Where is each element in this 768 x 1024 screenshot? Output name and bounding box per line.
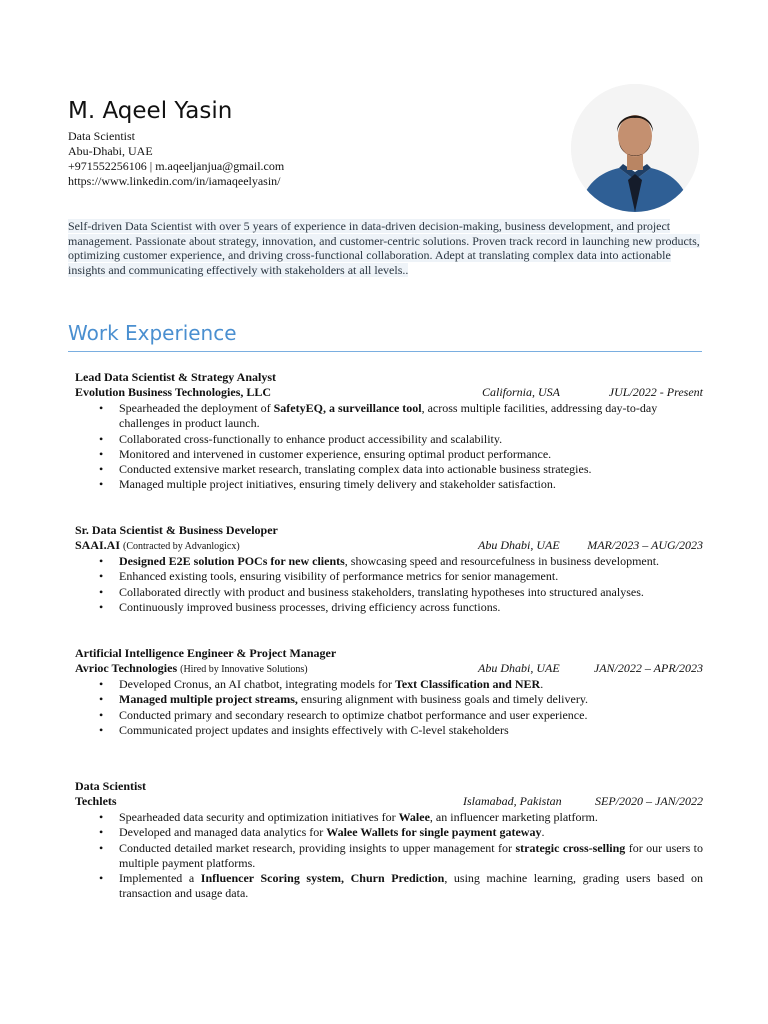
text: Spearheaded the deployment of bbox=[119, 401, 274, 415]
contact-separator: | bbox=[146, 159, 156, 173]
text: Communicated project updates and insights effectively with C-level stakeholders bbox=[119, 722, 509, 737]
achievement-item bbox=[75, 723, 703, 738]
achievement-item bbox=[75, 401, 703, 432]
company-label: Techlets bbox=[75, 794, 117, 808]
job-meta bbox=[75, 538, 703, 553]
company-label: Avrioc Technologies bbox=[75, 661, 178, 675]
text: Managed multiple project initiatives, ensuring timely delivery and stakeholder satisfaction. bbox=[119, 477, 556, 492]
company-label: SAAI.AI bbox=[75, 538, 121, 552]
achievement-item bbox=[75, 692, 703, 707]
phone-email-line bbox=[68, 159, 488, 174]
job-location: Abu Dhabi, UAE bbox=[478, 538, 560, 552]
text: Implemented a bbox=[119, 871, 201, 886]
company-note: (Contracted by Advanlogicx) bbox=[123, 541, 240, 552]
text: , showcasing speed and resourcefulness in business development. bbox=[344, 554, 660, 568]
location-line: Abu-Dhabi, UAE bbox=[68, 144, 153, 158]
achievement-list bbox=[75, 677, 703, 738]
job-dates: SEP/2020 – JAN/2022 bbox=[595, 794, 703, 808]
text: . bbox=[540, 677, 544, 691]
email-link[interactable]: m.aqeeljanjua@gmail.com bbox=[155, 159, 285, 173]
job-dates: JAN/2022 – APR/2023 bbox=[593, 661, 703, 675]
bold-text: Text Classification and NER bbox=[394, 677, 541, 691]
text: Collaborated directly with product and business stakeholders, translating hypotheses into structured analyses. bbox=[119, 584, 644, 599]
linkedin-link[interactable]: https://www.linkedin.com/in/iamaqeelyasin/ bbox=[68, 174, 281, 188]
text: Conducted detailed market research, providing insights to upper management for bbox=[119, 840, 516, 855]
contact-block bbox=[68, 129, 488, 189]
bold-text: Managed multiple project streams, bbox=[119, 692, 298, 707]
achievement-item bbox=[75, 841, 703, 872]
achievement-list bbox=[75, 810, 703, 902]
section-title-work-experience: Work Experience bbox=[68, 321, 237, 345]
text: , across multiple facilities, addressing day-to-day challenges in product launch. bbox=[119, 401, 658, 431]
company-label: Evolution Business Technologies, LLC bbox=[75, 385, 272, 399]
job-title: Artificial Intelligence Engineer & Project Manager bbox=[75, 646, 337, 660]
job-entry bbox=[75, 646, 703, 738]
job-meta bbox=[75, 794, 703, 809]
job-location: California, USA bbox=[482, 385, 561, 399]
job-location: Islamabad, Pakistan bbox=[463, 794, 562, 808]
job-entry bbox=[75, 370, 703, 493]
company-name bbox=[75, 385, 271, 399]
bold-text: Walee bbox=[398, 810, 430, 824]
job-role: Data Scientist bbox=[68, 129, 135, 143]
job-dates: MAR/2023 – AUG/2023 bbox=[587, 538, 703, 552]
job-entry bbox=[75, 779, 703, 902]
job-title: Sr. Data Scientist & Business Developer bbox=[75, 523, 278, 537]
professional-summary bbox=[68, 219, 704, 278]
company-name bbox=[75, 661, 308, 675]
achievement-item bbox=[75, 600, 703, 615]
achievement-item bbox=[75, 871, 703, 902]
company-name bbox=[75, 538, 240, 552]
text: , an influencer marketing platform. bbox=[429, 810, 598, 824]
job-entry bbox=[75, 523, 703, 615]
text: Continuously improved business processes, driving efficiency across functions. bbox=[119, 599, 501, 614]
achievement-item bbox=[75, 432, 703, 447]
text: Developed Cronus, an AI chatbot, integrating models for bbox=[119, 677, 395, 691]
achievement-item bbox=[75, 462, 703, 477]
text: Conducted primary and secondary research to optimize chatbot performance and user experience. bbox=[119, 707, 588, 722]
achievement-item bbox=[75, 677, 703, 692]
achievement-item bbox=[75, 825, 703, 840]
text: Monitored and intervened in customer experience, ensuring optimal product performance. bbox=[119, 446, 552, 461]
job-title: Lead Data Scientist & Strategy Analyst bbox=[75, 370, 276, 384]
bold-text: Influencer Scoring system, Churn Prediction bbox=[200, 871, 445, 886]
text: Collaborated cross-functionally to enhance product accessibility and scalability. bbox=[119, 431, 503, 446]
achievement-list bbox=[75, 401, 703, 493]
text: Enhanced existing tools, ensuring visibility of performance metrics for senior management. bbox=[119, 569, 559, 584]
achievement-item bbox=[75, 447, 703, 462]
text: Spearheaded data security and optimization initiatives for bbox=[119, 810, 399, 824]
text: , using machine learning, grading users based on transaction and usage data. bbox=[119, 871, 704, 901]
bold-text: Designed E2E solution POCs for new clients bbox=[119, 554, 345, 568]
summary-text: Self-driven Data Scientist with over 5 years of experience in data-driven decision-making, business development, and project management. Passionate about strategy, innovation, and customer-centric solutions. Proven track record in launching new products, optimizing customer experience, and driving cross-functional collaboration. Adept at translating complex data into actionable insights and communicating effectively with stakeholders at all levels.. bbox=[68, 219, 700, 278]
achievement-item bbox=[75, 569, 703, 584]
achievement-item bbox=[75, 477, 703, 492]
job-dates: JUL/2022 - Present bbox=[608, 385, 703, 399]
candidate-name: M. Aqeel Yasin bbox=[68, 98, 233, 124]
bold-text: Walee Wallets for single payment gateway bbox=[326, 825, 542, 840]
profile-avatar-icon bbox=[571, 84, 699, 212]
job-location: Abu Dhabi, UAE bbox=[478, 661, 560, 675]
text: Developed and managed data analytics for bbox=[119, 825, 327, 840]
section-divider bbox=[68, 351, 702, 352]
profile-photo bbox=[571, 84, 699, 212]
achievement-item bbox=[75, 554, 703, 569]
job-meta bbox=[75, 661, 703, 676]
bold-text: SafetyEQ, a surveillance tool bbox=[273, 401, 422, 415]
job-meta bbox=[75, 385, 703, 400]
company-name bbox=[75, 794, 117, 808]
text: . bbox=[541, 825, 545, 840]
achievement-item bbox=[75, 810, 703, 825]
bold-text: strategic cross-selling bbox=[515, 840, 626, 855]
achievement-item bbox=[75, 585, 703, 600]
achievement-item bbox=[75, 708, 703, 723]
achievement-list bbox=[75, 554, 703, 615]
company-note: (Hired by Innovative Solutions) bbox=[180, 664, 308, 675]
text: Conducted extensive market research, translating complex data into actionable business strategies. bbox=[119, 462, 592, 477]
text: for our users to multiple payment platforms. bbox=[119, 840, 703, 870]
text: ensuring alignment with business goals and timely delivery. bbox=[297, 692, 589, 707]
job-title: Data Scientist bbox=[75, 779, 146, 793]
phone-number: +971552256106 bbox=[68, 159, 147, 173]
